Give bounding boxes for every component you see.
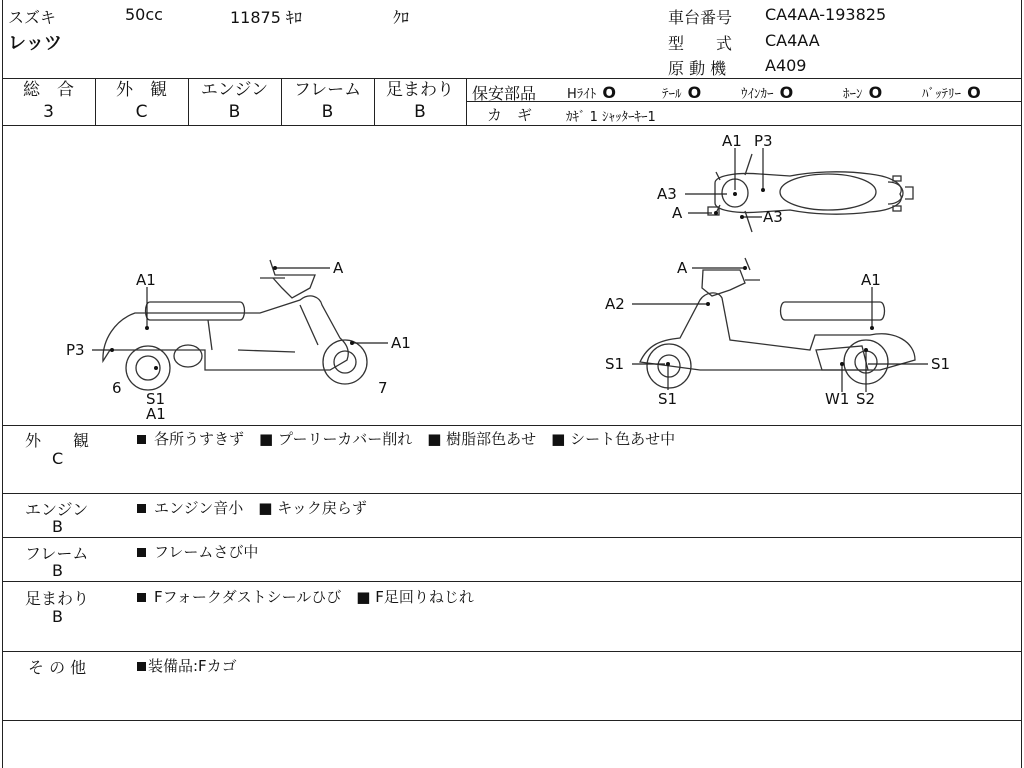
note-other-text: 装備品:Fカゴ [148,657,237,675]
left-7-label: 7 [378,379,388,397]
winker-label: ｳｲﾝｶｰ [741,87,774,102]
safety-parts-label: 保安部品 [472,84,537,103]
note-frame-label: フレーム [25,544,89,563]
model-type-value: CA4AA [765,31,820,50]
engine-code-value: A409 [765,56,807,75]
maker: スズキ [8,8,57,27]
damage-diagram [0,126,1024,425]
suspension-grade-value: B [414,102,426,122]
battery-label: ﾊﾞｯﾃﾘｰ [922,87,961,102]
diagram-bottom-line [2,425,1022,426]
note-engine-grade: B [52,517,63,536]
headlight-mark: O [602,83,617,102]
note-suspension-label: 足まわり [25,589,90,608]
headlight-label: Hﾗｲﾄ [567,87,597,102]
taillight-mark: O [687,83,702,102]
overall-grade-label: 総 合 [23,80,74,100]
scooter-top-view [708,154,913,232]
notes-divider [2,720,1022,721]
model-type-label: 型 式 [668,34,733,53]
suspension-grade-label: 足まわり [386,80,454,100]
top-a-label: A [672,204,683,222]
key-value: ｶｷﾞ 1 ｼｬｯﾀｰｷｰ1 [566,110,656,125]
bullet-icon [137,593,146,602]
notes-divider [2,651,1022,652]
notes-divider [2,493,1022,494]
note-exterior-label: 外 観 [25,431,90,450]
grade-divider [466,78,467,126]
battery-item [922,83,981,102]
battery-mark: O [967,83,981,102]
top-p3-label: P3 [754,132,773,150]
notes-divider [2,537,1022,538]
headlight-item [567,83,616,102]
exterior-grade-label: 外 観 [116,80,167,100]
left-a1-right-label: A1 [391,334,411,352]
overall-grade-value: 3 [43,102,54,122]
note-engine-label: エンジン [25,500,89,519]
engine-code-label: 原 動 機 [668,59,727,78]
engine-grade-label: エンジン [200,80,269,100]
note-suspension-text: Fフォークダストシールひび ■ F足回りねじれ [154,588,474,606]
winker-mark: O [779,83,794,102]
exterior-grade-value: C [135,102,148,122]
top-a3-right-label: A3 [763,208,783,226]
horn-label: ﾎｰﾝ [843,87,863,102]
winker-item [741,83,793,102]
left-a-label: A [333,259,344,277]
taillight-item [662,83,701,102]
note-frame-grade: B [52,561,63,580]
displacement: 50cc [125,5,163,24]
note-exterior-grade: C [52,449,64,468]
top-a3-left-label: A3 [657,185,677,203]
right-s1-bottom-label: S1 [658,390,678,408]
note-frame-text: フレームさび中 [154,543,259,561]
bullet-icon [137,662,146,671]
grade-table-top-line [2,78,1022,79]
right-s1-left-label: S1 [605,355,625,373]
model-name: レッツ [8,33,62,54]
color: ｸﾛ [393,8,410,27]
engine-grade-value: B [228,102,241,122]
right-w1-label: W1 [825,390,850,408]
note-other-label: そ の 他 [28,658,87,677]
left-p3-label: P3 [66,341,85,359]
note-suspension-grade: B [52,607,63,626]
horn-mark: O [868,83,883,102]
left-a1-bottom-label: A1 [146,405,166,423]
key-label: カ ギ [487,106,533,124]
left-s1-label: S1 [146,390,166,408]
horn-item [843,83,882,102]
bullet-icon [137,504,146,513]
bullet-icon [137,435,146,444]
frame-grade-label: フレーム [293,80,362,100]
bullet-icon [137,548,146,557]
frame-grade-value: B [321,102,334,122]
left-6-label: 6 [112,379,122,397]
right-a-label: A [677,259,688,277]
right-a1-label: A1 [861,271,881,289]
frame-number-label: 車台番号 [668,8,733,27]
mileage: 11875 ｷﾛ [230,8,302,27]
frame-number-value: CA4AA-193825 [765,5,887,24]
note-engine-text: エンジン音小 ■ キック戻らず [154,499,367,517]
notes-divider [2,581,1022,582]
right-a2-label: A2 [605,295,625,313]
left-a1-label: A1 [136,271,156,289]
right-s1-right-label: S1 [931,355,951,373]
top-a1-label: A1 [722,132,742,150]
note-exterior-text: 各所うすきず ■ プーリーカバー削れ ■ 樹脂部色あせ ■ シート色あせ中 [154,430,676,448]
right-s2-label: S2 [856,390,876,408]
taillight-label: ﾃｰﾙ [662,87,682,102]
